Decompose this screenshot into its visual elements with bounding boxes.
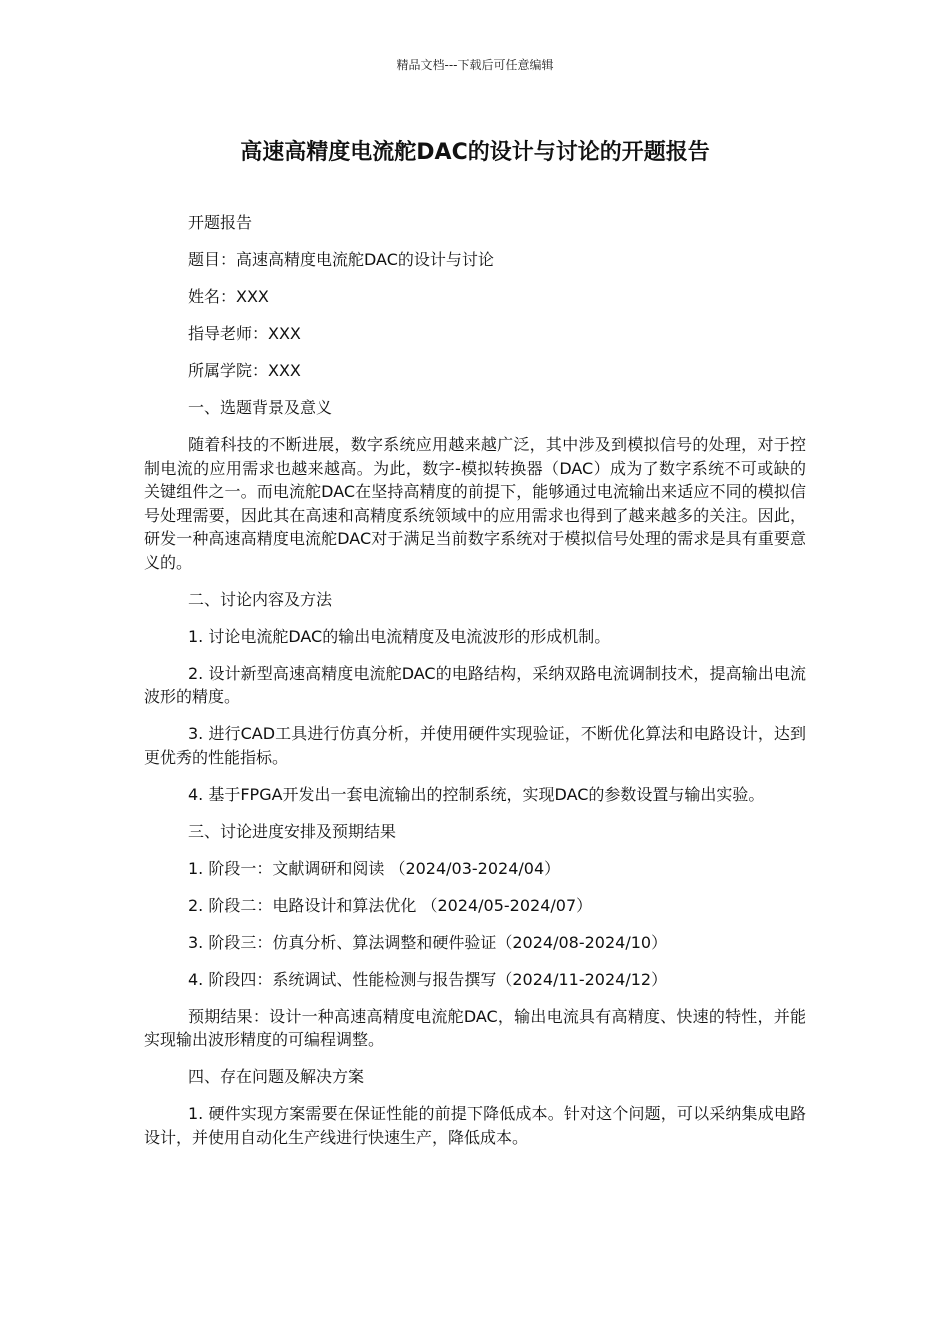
report-label: 开题报告: [188, 213, 253, 232]
background-paragraph: 随着科技的不断进展，数字系统应用越来越广泛，其中涉及到模拟信号的处理，对于控制电流的应用需求也越来越高。为此，数字-模拟转换器（DAC）成为了数字系统不可或缺的关键组件之一。而电流舵DAC在坚持高精度的前提下，能够通过电流输出来适应不同的模拟信号处理需要，因此其在高速和高精度系统领域中的应用需求也得到了越来越多的关注。因此，研发一种高速高精度电流舵DAC对于满足当前数字系统对于模拟信号处理的需求是具有重要意义的。: [144, 435, 806, 572]
schedule-item-1: 1. 阶段一：文献调研和阅读 （2024/03-2024/04）: [188, 858, 561, 878]
content-item-4: 4. 基于FPGA开发出一套电流输出的控制系统，实现DAC的参数设置与输出实验。: [188, 784, 765, 804]
topic-line: 题目：高速高精度电流舵DAC的设计与讨论: [188, 250, 494, 269]
section-heading-4: 四、存在问题及解决方案: [188, 1067, 365, 1086]
section-heading-2: 二、讨论内容及方法: [188, 589, 333, 609]
expected-results: 预期结果：设计一种高速高精度电流舵DAC，输出电流具有高精度、快速的特性，并能实现输出波形精度的可编程调整。: [144, 1006, 806, 1049]
page-header: 精品文档---下载后可任意编辑: [396, 58, 554, 72]
advisor-line: 指导老师：XXX: [188, 324, 301, 343]
document-body: [144, 211, 806, 1163]
content-item-3: 3. 进行CAD工具进行仿真分析，并使用硬件实现验证，不断优化算法和电路设计，达到更优秀的性能指标。: [144, 724, 806, 767]
content-item-2: 2. 设计新型高速高精度电流舵DAC的电路结构，采纳双路电流调制技术，提高输出电流波形的精度。: [144, 663, 806, 706]
section-heading-3: 三、讨论进度安排及预期结果: [188, 821, 397, 841]
college-line: 所属学院：XXX: [188, 361, 301, 380]
document-title: 高速高精度电流舵DAC的设计与讨论的开题报告: [240, 140, 710, 165]
name-line: 姓名：XXX: [188, 287, 269, 306]
schedule-item-2: 2. 阶段二：电路设计和算法优化 （2024/05-2024/07）: [188, 895, 593, 915]
schedule-item-3: 3. 阶段三：仿真分析、算法调整和硬件验证（2024/08-2024/10）: [188, 932, 668, 952]
content-item-1: 1. 讨论电流舵DAC的输出电流精度及电流波形的形成机制。: [188, 626, 611, 646]
section-heading-1: 一、选题背景及意义: [188, 398, 333, 417]
problem-item-1: 1. 硬件实现方案需要在保证性能的前提下降低成本。针对这个问题，可以采纳集成电路设计，并使用自动化生产线进行快速生产，降低成本。: [144, 1104, 806, 1147]
schedule-item-4: 4. 阶段四：系统调试、性能检测与报告撰写（2024/11-2024/12）: [188, 969, 668, 989]
